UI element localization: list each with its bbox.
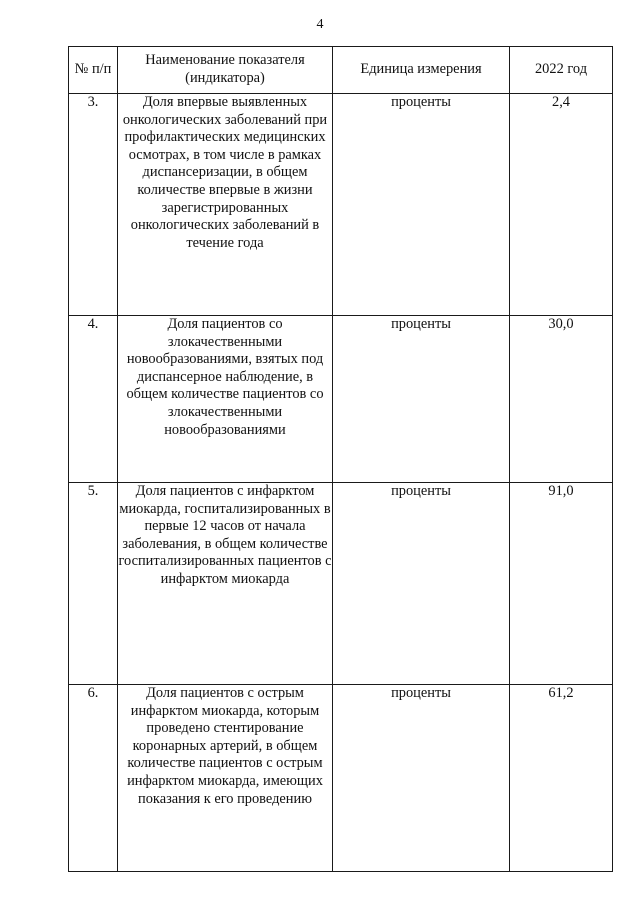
table-header-row xyxy=(69,47,613,94)
row-number: 3. xyxy=(69,94,118,316)
indicator-unit: проценты xyxy=(333,316,510,483)
header-unit: Единица измерения xyxy=(333,47,510,94)
indicator-value: 30,0 xyxy=(510,316,613,483)
row-number: 5. xyxy=(69,483,118,685)
table-row xyxy=(69,316,613,483)
row-number: 4. xyxy=(69,316,118,483)
indicator-value: 61,2 xyxy=(510,685,613,872)
indicator-name: Доля пациентов со злокачественными новообразованиями, взятых под диспансерное наблюдение, в общем количестве пациентов со злокачественными новообразованиями xyxy=(118,316,333,483)
table-row xyxy=(69,685,613,872)
indicator-unit: проценты xyxy=(333,483,510,685)
indicator-name: Доля впервые выявленных онкологических заболеваний при профилактических медицинских осмотрах, в том числе в рамках диспансеризации, в общем количестве впервые в жизни зарегистрированных онкологических заболеваний в течение года xyxy=(118,94,333,316)
header-number: № п/п xyxy=(69,47,118,94)
indicator-value: 91,0 xyxy=(510,483,613,685)
page-number: 4 xyxy=(316,17,324,32)
header-indicator-name: Наименование показателя (индикатора) xyxy=(118,47,333,94)
indicators-table xyxy=(68,46,613,872)
indicator-value: 2,4 xyxy=(510,94,613,316)
header-year: 2022 год xyxy=(510,47,613,94)
indicator-name: Доля пациентов с инфарктом миокарда, госпитализированных в первые 12 часов от начала заболевания, в общем количестве госпитализированных пациентов с инфарктом миокарда xyxy=(118,483,333,685)
indicator-name: Доля пациентов с острым инфарктом миокарда, которым проведено стентирование коронарных артерий, в общем количестве пациентов с острым инфарктом миокарда, имеющих показания к его проведению xyxy=(118,685,333,872)
table-row xyxy=(69,94,613,316)
table-row xyxy=(69,483,613,685)
indicator-unit: проценты xyxy=(333,94,510,316)
row-number: 6. xyxy=(69,685,118,872)
indicator-unit: проценты xyxy=(333,685,510,872)
